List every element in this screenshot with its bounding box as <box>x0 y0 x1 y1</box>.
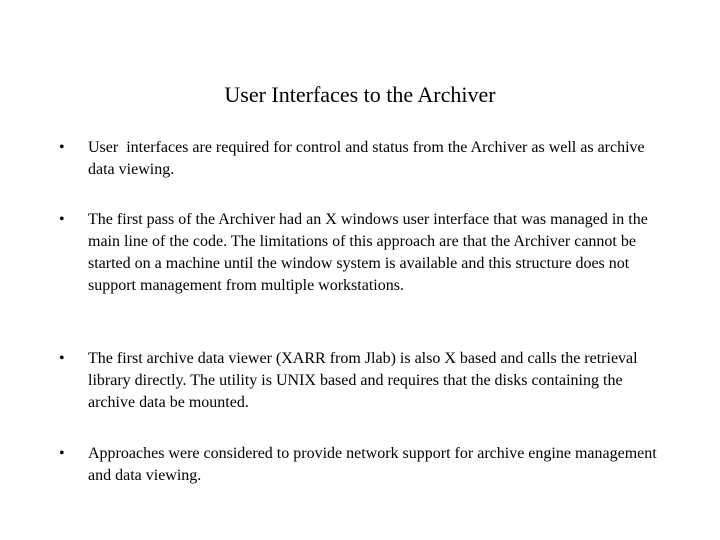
bullet-dot-icon: • <box>59 211 65 228</box>
bullet-dot-icon: • <box>59 445 65 462</box>
bullet-dot-icon: • <box>59 350 65 367</box>
bullet-text: User interfaces are required for control and status from the Archiver as well as archive data viewing. <box>88 139 649 178</box>
bullet-dot-icon: • <box>59 139 65 156</box>
bullet-text: The first pass of the Archiver had an X windows user interface that was managed in the main line of the code. The limitations of this approach are that the Archiver cannot be started on a machine until the window system is available and this structure does not support management from multiple workstations. <box>88 211 648 294</box>
bullet-text: Approaches were considered to provide network support for archive engine management and data viewing. <box>88 445 657 484</box>
slide-title: User Interfaces to the Archiver <box>224 82 496 107</box>
bullet-text: The first archive data viewer (XARR from Jlab) is also X based and calls the retrieval library directly. The utility is UNIX based and requires that the disks containing the archive data be mounted. <box>88 350 638 411</box>
